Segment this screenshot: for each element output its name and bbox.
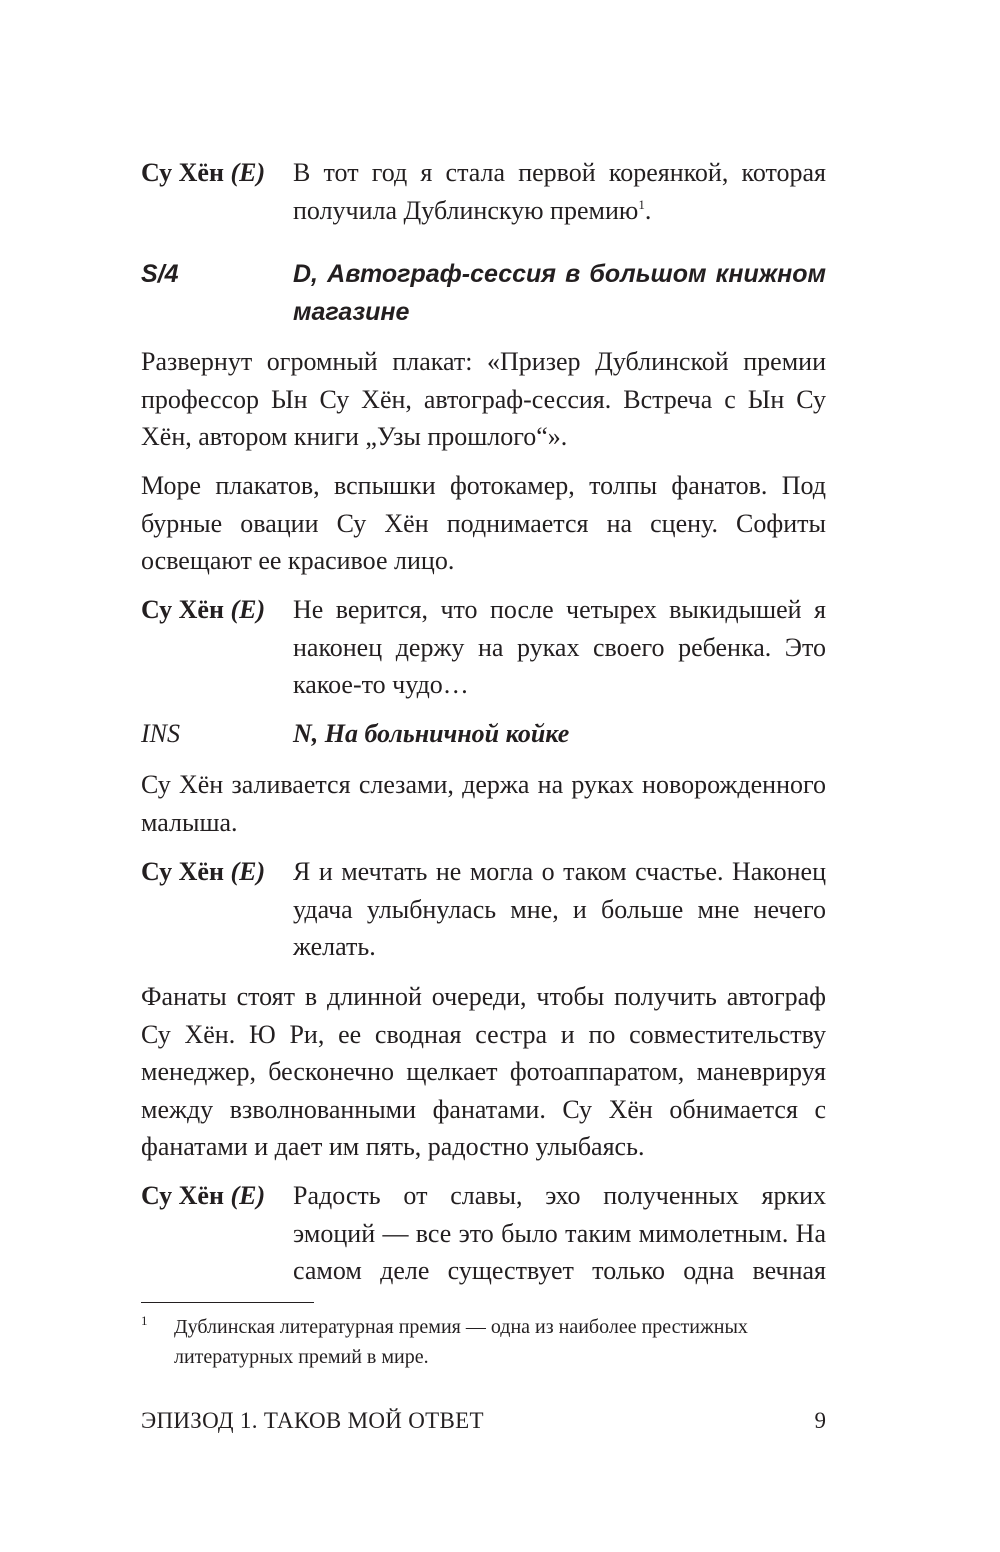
- action-paragraph: Су Хён заливается слезами, держа на руках новорожденного малыша.: [141, 770, 826, 837]
- dialogue-line: Я и мечтать не могла о таком счастье. Наконец удача улыбнулась мне, и больше мне нечего желать.: [293, 857, 826, 961]
- book-page: [141, 0, 826, 1552]
- speaker-name: Су Хён: [141, 158, 224, 187]
- speaker-mark: (E): [230, 595, 266, 624]
- action-paragraph: Море плакатов, вспышки фотокамер, толпы фанатов. Под бурные овации Су Хён поднимается на сцену. Софиты освещают ее красивое лицо.: [141, 471, 826, 575]
- speaker-mark: (E): [230, 857, 266, 886]
- insert-label: INS: [141, 719, 180, 748]
- dialogue-line: Не верится, что после четырех выкидышей я наконец держу на руках своего ребенка. Это какое-то чудо…: [293, 595, 826, 699]
- footnote-text: Дублинская литературная премия — одна из наиболее престижных литературных премий в мире.: [174, 1316, 748, 1368]
- speaker-mark: (E): [230, 158, 266, 187]
- scene-number: S/4: [141, 260, 179, 288]
- footnote-ref: 1: [638, 196, 645, 212]
- speaker-label: [141, 1177, 265, 1215]
- dialogue-line: Радость от славы, эхо полученных ярких эмоций — все это было таким мимолетным. На самом деле существует только одна вечная: [293, 1181, 826, 1285]
- footnote-mark: 1: [141, 1313, 148, 1328]
- speaker-name: Су Хён: [141, 595, 224, 624]
- page-number: 9: [814, 1408, 826, 1433]
- scene-title: D, Автограф-сессия в большом книжном магазине: [293, 260, 826, 326]
- action-paragraph: Фанаты стоят в длинной очереди, чтобы получить автограф Су Хён. Ю Ри, ее сводная сестра и по совместительству менеджер, бесконечно щелкает фотоаппаратом, маневрируя между взволнованными фанатами. Су Хён обнимается с фанатами и дает им пять, радостно улыбаясь.: [141, 982, 826, 1161]
- running-title: ЭПИЗОД 1. ТАКОВ МОЙ ОТВЕТ: [141, 1408, 484, 1433]
- footnote-divider: [141, 1302, 314, 1303]
- speaker-label: [141, 591, 265, 629]
- insert-title: N, На больничной койке: [293, 719, 570, 748]
- action-paragraph: Развернут огромный плакат: «Призер Дублинской премии профессор Ын Су Хён, автограф-сессия. Встреча с Ын Су Хён, автором книги „Узы прошлого“».: [141, 347, 826, 451]
- speaker-label: [141, 853, 265, 891]
- speaker-name: Су Хён: [141, 1181, 224, 1210]
- dialogue-line: [293, 154, 826, 229]
- dialogue-text-end: .: [644, 195, 652, 225]
- speaker-mark: (E): [230, 1181, 266, 1210]
- speaker-label: [141, 154, 265, 192]
- speaker-name: Су Хён: [141, 857, 224, 886]
- dialogue-text: В тот год я стала первой кореянкой, которая получила Дублинскую премию: [293, 158, 826, 225]
